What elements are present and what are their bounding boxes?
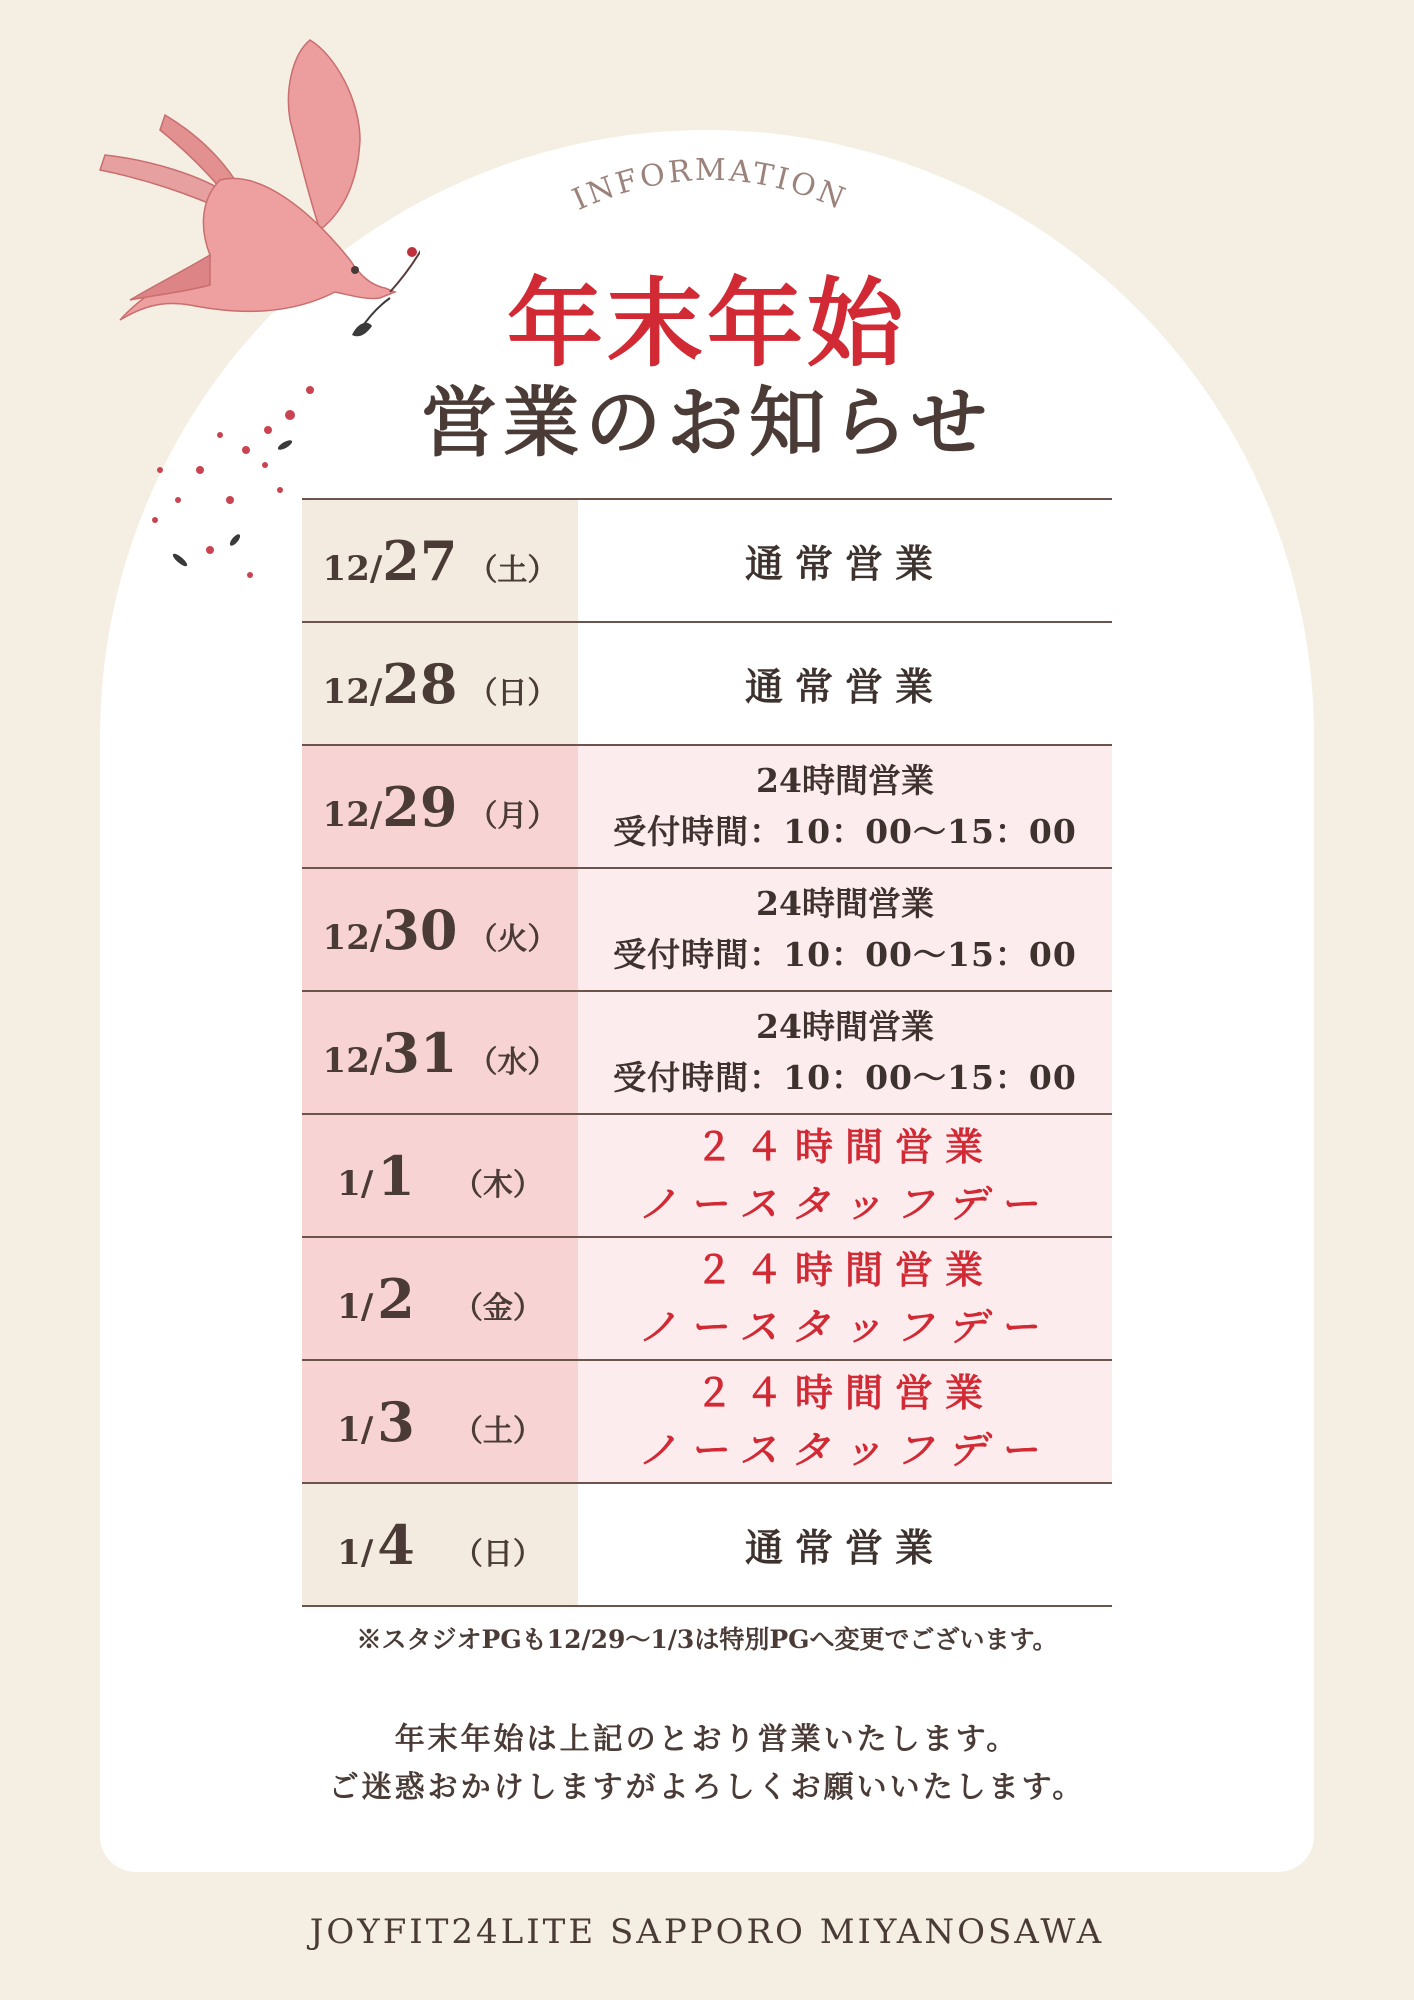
status-text: 通常営業 bbox=[744, 664, 945, 709]
page-subtitle: 営業のお知らせ bbox=[421, 378, 993, 467]
status-cell bbox=[578, 869, 1112, 990]
table-row bbox=[302, 500, 1112, 623]
date-day: 4 bbox=[377, 1512, 415, 1577]
date-day: 3 bbox=[377, 1389, 415, 1454]
date-month: 12/ bbox=[322, 671, 383, 712]
information-label bbox=[530, 140, 890, 230]
no-staff-day: ノースタッフデー bbox=[638, 1303, 1052, 1349]
date-cell bbox=[302, 1361, 578, 1482]
date-weekday: （日） bbox=[467, 675, 558, 711]
date-weekday: （土） bbox=[467, 552, 558, 588]
date-day: 2 bbox=[377, 1266, 415, 1331]
page-title: 年末年始 bbox=[507, 267, 907, 380]
status-cell bbox=[578, 1484, 1112, 1605]
table-row bbox=[302, 746, 1112, 869]
date-weekday: （日） bbox=[452, 1536, 543, 1572]
date-month: 1/ bbox=[337, 1532, 374, 1573]
table-row bbox=[302, 869, 1112, 992]
date-month: 1/ bbox=[337, 1286, 374, 1327]
date-day: 27 bbox=[382, 528, 458, 593]
date-month: 1/ bbox=[337, 1163, 374, 1204]
date-weekday: （土） bbox=[452, 1413, 543, 1449]
date-day: 30 bbox=[382, 897, 458, 962]
reception-hours: 受付時間：10：00～15：00 bbox=[613, 934, 1077, 974]
table-row bbox=[302, 1238, 1112, 1361]
status-text: 24時間営業 bbox=[756, 760, 934, 800]
status-text: ２４時間営業 bbox=[694, 1369, 995, 1415]
status-cell bbox=[578, 1115, 1112, 1236]
closing-message bbox=[0, 1716, 1414, 1812]
status-text: 24時間営業 bbox=[756, 883, 934, 923]
date-cell bbox=[302, 623, 578, 744]
table-row bbox=[302, 1115, 1112, 1238]
status-text: 通常営業 bbox=[744, 1525, 945, 1570]
status-text: 通常営業 bbox=[744, 541, 945, 586]
closing-message-line: 年末年始は上記のとおり営業いたします。 bbox=[394, 1722, 1020, 1757]
date-cell bbox=[302, 500, 578, 621]
date-month: 12/ bbox=[322, 1040, 383, 1081]
no-staff-day: ノースタッフデー bbox=[638, 1180, 1052, 1226]
status-cell bbox=[578, 623, 1112, 744]
status-text: ２４時間営業 bbox=[694, 1123, 995, 1169]
date-cell bbox=[302, 1238, 578, 1359]
date-day: 31 bbox=[382, 1020, 458, 1085]
table-row bbox=[302, 623, 1112, 746]
date-cell bbox=[302, 992, 578, 1113]
date-weekday: （木） bbox=[452, 1167, 543, 1203]
reception-hours: 受付時間：10：00～15：00 bbox=[613, 811, 1077, 851]
note-text: ※スタジオPGも12/29～1/3は特別PGへ変更でございます。 bbox=[356, 1625, 1058, 1654]
no-staff-day: ノースタッフデー bbox=[638, 1426, 1052, 1472]
status-cell bbox=[578, 746, 1112, 867]
status-text: 24時間営業 bbox=[756, 1006, 934, 1046]
footer-store-name: JOYFIT24LITE SAPPORO MIYANOSAWA bbox=[309, 1912, 1105, 1952]
table-row bbox=[302, 1361, 1112, 1484]
status-cell bbox=[578, 1361, 1112, 1482]
status-text: ２４時間営業 bbox=[694, 1246, 995, 1292]
schedule-table bbox=[302, 498, 1112, 1607]
date-month: 12/ bbox=[322, 548, 383, 589]
date-month: 12/ bbox=[322, 917, 383, 958]
date-cell bbox=[302, 1484, 578, 1605]
date-cell bbox=[302, 1115, 578, 1236]
date-day: 29 bbox=[382, 774, 458, 839]
date-day: 1 bbox=[377, 1143, 415, 1208]
date-weekday: （火） bbox=[467, 921, 558, 957]
status-cell bbox=[578, 1238, 1112, 1359]
closing-message-line: ご迷惑おかけしますがよろしくお願いいたします。 bbox=[328, 1770, 1086, 1805]
table-row bbox=[302, 1484, 1112, 1607]
date-cell bbox=[302, 746, 578, 867]
date-month: 12/ bbox=[322, 794, 383, 835]
date-weekday: （月） bbox=[467, 798, 558, 834]
date-weekday: （水） bbox=[467, 1044, 558, 1080]
reception-hours: 受付時間：10：00～15：00 bbox=[613, 1057, 1077, 1097]
table-row bbox=[302, 992, 1112, 1115]
svg-text:INFORMATION: INFORMATION bbox=[567, 152, 853, 218]
status-cell bbox=[578, 992, 1112, 1113]
date-month: 1/ bbox=[337, 1409, 374, 1450]
date-day: 28 bbox=[382, 651, 458, 716]
date-weekday: （金） bbox=[452, 1290, 543, 1326]
status-cell bbox=[578, 500, 1112, 621]
date-cell bbox=[302, 869, 578, 990]
